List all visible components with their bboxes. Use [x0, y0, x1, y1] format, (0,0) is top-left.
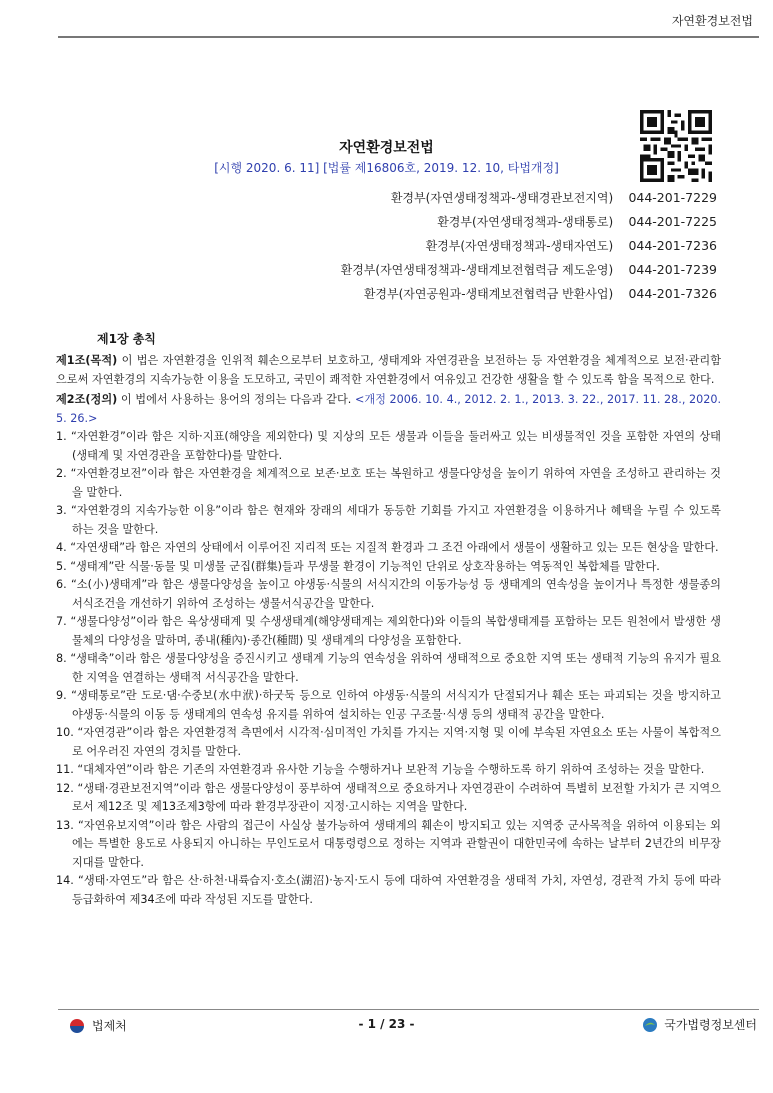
contact-tel: 044-201-7229 — [628, 190, 717, 205]
definition-item: 1. “자연환경”이라 함은 지하·지표(해양을 제외한다) 및 지상의 모든 생물과 이들을 둘러싸고 있는 비생물적인 것을 포함한 자연의 상태(생태계 및 자연경관을 포함한다)를 말한다. — [56, 430, 721, 462]
chapter-heading: 제1장 총칙 — [97, 332, 156, 346]
definition-item: 2. “자연환경보전”이라 함은 자연환경을 체계적으로 보존·보호 또는 복원하고 생물다양성을 높이기 위하여 자연을 조성하고 관리하는 것을 말한다. — [56, 467, 721, 499]
definition-item: 9. “생태통로”란 도로·댐·수중보(水中洑)·하굿둑 등으로 인하여 야생동·식물의 서식지가 단절되거나 훼손 또는 파괴되는 것을 방지하고 야생동·식물의 이동 등 생태계의 연속성 유지를 위하여 설치하는 인공 구조물·식생 등의 생태적 공간을 말한다. — [56, 689, 721, 721]
enforcement-info: [시행 2020. 6. 11] [법률 제16806호, 2019. 12. 10, 타법개정] — [214, 161, 559, 175]
definition-item: 4. “자연생태”라 함은 자연의 상태에서 이루어진 지리적 또는 지질적 환경과 그 조건 아래에서 생물이 생활하고 있는 모든 현상을 말한다. — [56, 541, 719, 554]
contact-dept: 환경부(자연공원과-생태계보전협력금 반환사업) — [363, 287, 614, 301]
footer-center-label: 국가법령정보센터 — [664, 1018, 757, 1032]
article-1 — [56, 352, 721, 389]
footer-rule — [58, 1009, 759, 1010]
amendment-note: <개정 2006. 10. 4., 2012. 2. 1., 2013. 3. 22., 2017. 11. 28., 2020. 5. 26.> — [56, 393, 722, 425]
article-label: 제1조(목적) — [56, 354, 118, 367]
definition-item: 10. “자연경관”이라 함은 자연환경적 측면에서 시각적·심미적인 가치를 가지는 지역·지형 및 이에 부속된 자연요소 또는 사물이 복합적으로 어우러진 자연의 경치를 말한다. — [56, 726, 721, 758]
definition-item: 11. “대체자연”이라 함은 기존의 자연환경과 유사한 기능을 수행하거나 보완적 기능을 수행하도록 하기 위하여 조성하는 것을 말한다. — [56, 763, 705, 776]
definition-item: 13. “자연유보지역”이라 함은 사람의 접근이 사실상 불가능하여 생태계의 훼손이 방지되고 있는 지역중 군사목적을 위하여 이용되는 외에는 특별한 용도로 사용되지 아니하는 무인도로서 대통령령으로 정하는 지역과 관할권이 대한민국에 속하는 날부터 2년간의 비무장지대를 말한다. — [56, 818, 721, 869]
definition-item: 12. “생태·경관보전지역”이라 함은 생물다양성이 풍부하여 생태적으로 중요하거나 자연경관이 수려하여 특별히 보전할 가치가 큰 지역으로서 제12조 및 제13조제3항에 따라 환경부장관이 지정·고시하는 지역을 말한다. — [56, 781, 721, 813]
contact-dept: 환경부(자연생태정책과-생태자연도) — [425, 239, 614, 253]
contact-tel: 044-201-7236 — [628, 238, 717, 253]
law-center-logo-icon — [642, 1017, 658, 1033]
running-header — [0, 0, 773, 38]
contact-dept: 환경부(자연생태정책과-생태통로) — [437, 215, 614, 229]
contact-row — [217, 234, 717, 258]
contact-tel: 044-201-7225 — [628, 214, 717, 229]
footer-source-label: 법제처 — [92, 1019, 127, 1033]
contact-dept: 환경부(자연생태정책과-생태계보전협력금 제도운영) — [340, 263, 614, 277]
contact-row — [217, 258, 717, 282]
footer-center — [642, 1016, 757, 1033]
article-label: 제2조(정의) — [56, 393, 118, 406]
contact-row — [217, 186, 717, 210]
law-body — [56, 352, 721, 909]
contact-list — [217, 186, 717, 306]
definition-item: 3. “자연환경의 지속가능한 이용”이라 함은 현재와 장래의 세대가 동등한 기회를 가지고 자연환경을 이용하거나 혜택을 누릴 수 있도록 하는 것을 말한다. — [56, 504, 721, 536]
article-text: 이 법은 자연환경을 인위적 훼손으로부터 보호하고, 생태계와 자연경관을 보전하는 등 자연환경을 체계적으로 보전·관리함으로써 자연환경의 지속가능한 이용을 도모하고, 국민이 쾌적한 자연환경에서 여유있고 건강한 생활을 할 수 있도록 함을 목적으로 한다. — [56, 354, 721, 386]
definition-item: 14. “생태·자연도”라 함은 산·하천·내륙습지·호소(湖沼)·농지·도시 등에 대하여 자연환경을 생태적 가치, 자연성, 경관적 가치 등에 따라 등급화하여 제34조에 따라 작성된 지도를 말한다. — [56, 874, 721, 906]
article-2 — [56, 391, 721, 909]
header-rule — [58, 36, 759, 38]
page-number: - 1 / 23 - — [358, 1017, 415, 1031]
definition-item: 7. “생물다양성”이라 함은 육상생태계 및 수생생태계(해양생태계는 제외한다)와 이들의 복합생태계를 포함하는 모든 원천에서 발생한 생물체의 다양성을 말하며, 종내(種內)·종간(種間) 및 생태계의 다양성을 포함한다. — [56, 615, 721, 647]
definition-list — [56, 428, 721, 909]
definition-item: 6. “소(小)생태계”라 함은 생물다양성을 높이고 야생동·식물의 서식지간의 이동가능성 등 생태계의 연속성을 높이거나 특정한 생물종의 서식조건을 개선하기 위하여 조성하는 생물서식공간을 말한다. — [56, 578, 721, 610]
contact-row — [217, 282, 717, 306]
law-title: 자연환경보전법 — [339, 140, 434, 156]
contact-dept: 환경부(자연생태정책과-생태경관보전지역) — [390, 191, 614, 205]
contact-row — [217, 210, 717, 234]
running-title: 자연환경보전법 — [671, 14, 753, 28]
contact-tel: 044-201-7326 — [628, 286, 717, 301]
definition-item: 8. “생태축”이라 함은 생물다양성을 증진시키고 생태계 기능의 연속성을 위하여 생태적으로 중요한 지역 또는 생태적 기능의 유지가 필요한 지역을 연결하는 생태적 서식공간을 말한다. — [56, 652, 721, 684]
definition-item: 5. “생태계”란 식물·동물 및 미생물 군집(群集)들과 무생물 환경이 기능적인 단위로 상호작용하는 역동적인 복합체를 말한다. — [56, 559, 660, 573]
article-text: 이 법에서 사용하는 용어의 정의는 다음과 같다. — [117, 393, 355, 406]
contact-tel: 044-201-7239 — [628, 262, 717, 277]
